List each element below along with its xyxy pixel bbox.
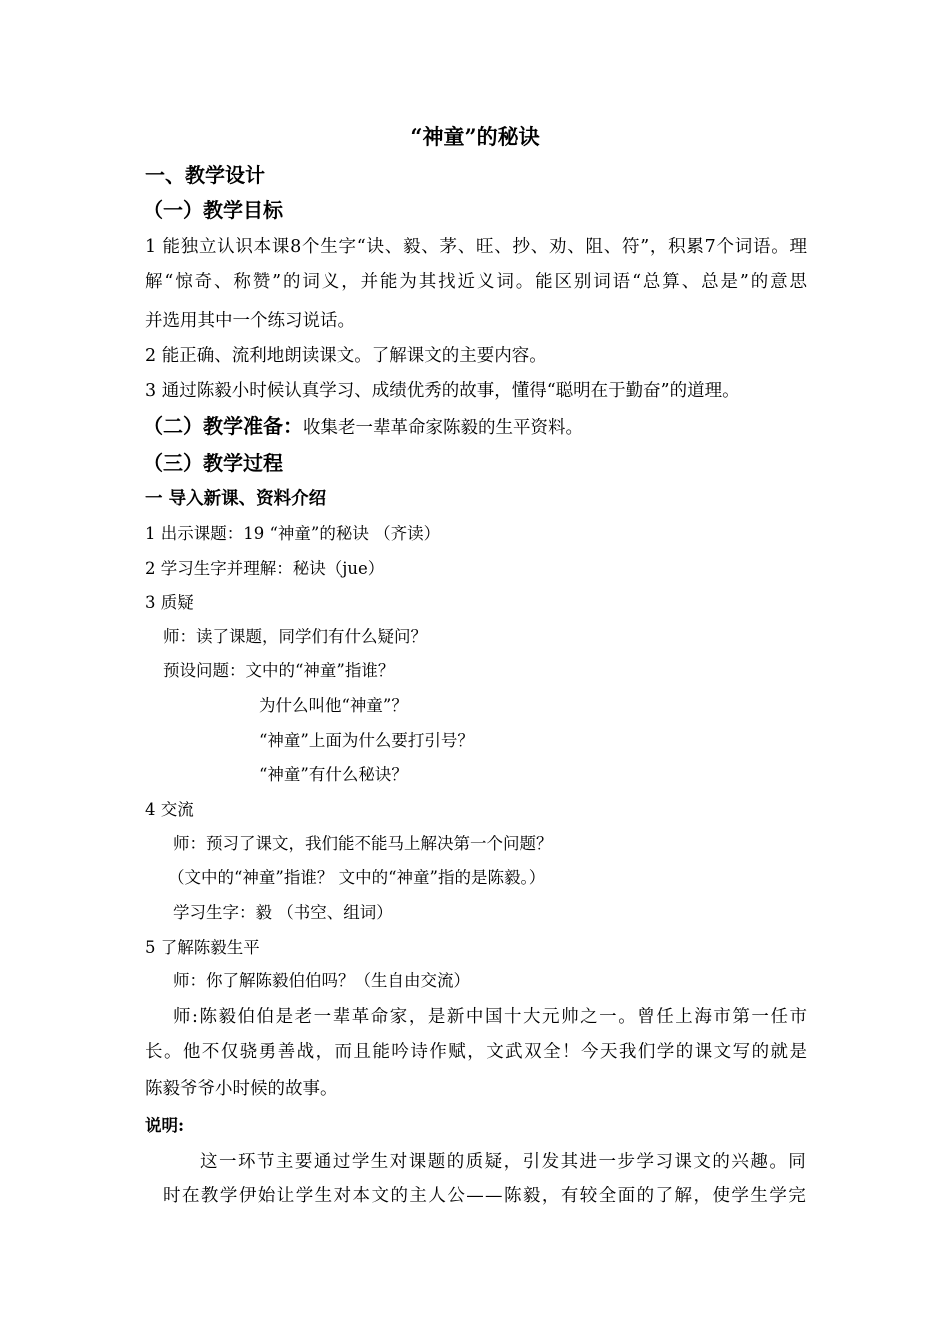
step-1-item-4: 4 交流 xyxy=(145,800,194,819)
subheading-teaching-process: （三）教学过程 xyxy=(143,451,283,475)
goal-1-line-1: 1 能独立认识本课8个生字“诀、毅、茅、旺、抄、劝、阻、符”，积累7个词语。理 xyxy=(145,237,807,257)
step-1-item-4c: 学习生字：毅 （书空、组词） xyxy=(173,903,393,922)
goal-2: 2 能正确、流利地朗读课文。了解课文的主要内容。 xyxy=(145,346,547,366)
step-1-item-3: 3 质疑 xyxy=(145,593,194,612)
step-1-item-3b: 预设问题：文中的“神童”指谁？ xyxy=(163,661,395,680)
step-1-item-4b: （文中的“神童”指谁？ 文中的“神童”指的是陈毅。） xyxy=(168,868,546,887)
goal-1-line-2: 解“惊奇、称赞”的词义，并能为其找近义词。能区别词语“总算、总是”的意思 xyxy=(145,272,807,292)
step-1-item-5b-line-3: 陈毅爷爷小时候的故事。 xyxy=(145,1079,338,1099)
step-1-item-3d: “神童”上面为什么要打引号？ xyxy=(259,731,474,750)
step-1-item-5: 5 了解陈毅生平 xyxy=(145,938,260,957)
teaching-preparation xyxy=(143,414,583,440)
step-1-item-5a: 师：你了解陈毅伯伯吗？（生自由交流） xyxy=(173,971,470,990)
section-heading-teaching-design: 一、教学设计 xyxy=(145,163,265,187)
note-line-1: 这一环节主要通过学生对课题的质疑，引发其进一步学习课文的兴趣。同 xyxy=(200,1152,807,1172)
step-1-item-3e: “神童”有什么秘诀？ xyxy=(259,765,408,784)
step-1-item-3a: 师：读了课题，同学们有什么疑问？ xyxy=(163,627,427,646)
step-1-item-3c: 为什么叫他“神童”？ xyxy=(259,696,408,715)
goal-1-line-3: 并选用其中一个练习说话。 xyxy=(145,311,355,331)
step-1-item-5b-line-2: 长。他不仅骁勇善战，而且能吟诗作赋，文武双全！今天我们学的课文写的就是 xyxy=(145,1042,807,1062)
goal-3: 3 通过陈毅小时候认真学习、成绩优秀的故事，懂得“聪明在于勤奋”的道理。 xyxy=(145,381,740,401)
step-1-heading: 一 导入新课、资料介绍 xyxy=(145,489,327,509)
page-title: “神童”的秘诀 xyxy=(410,124,540,149)
teaching-preparation-label: （二）教学准备： xyxy=(143,414,303,438)
step-1-item-4a: 师：预习了课文，我们能不能马上解决第一个问题？ xyxy=(173,834,553,853)
note-label: 说明: xyxy=(145,1116,185,1135)
note-line-2: 时在教学伊始让学生对本文的主人公——陈毅，有较全面的了解，使学生学完 xyxy=(163,1186,807,1206)
step-1-item-1: 1 出示课题：19 “神童”的秘诀 （齐读） xyxy=(145,524,441,543)
subheading-teaching-goals: （一）教学目标 xyxy=(143,198,283,222)
step-1-item-5b-line-1: 师:陈毅伯伯是老一辈革命家，是新中国十大元帅之一。曾任上海市第一任市 xyxy=(173,1007,807,1027)
teaching-preparation-text: 收集老一辈革命家陈毅的生平资料。 xyxy=(303,418,583,438)
step-1-item-2: 2 学习生字并理解：秘诀（jue） xyxy=(145,559,385,578)
